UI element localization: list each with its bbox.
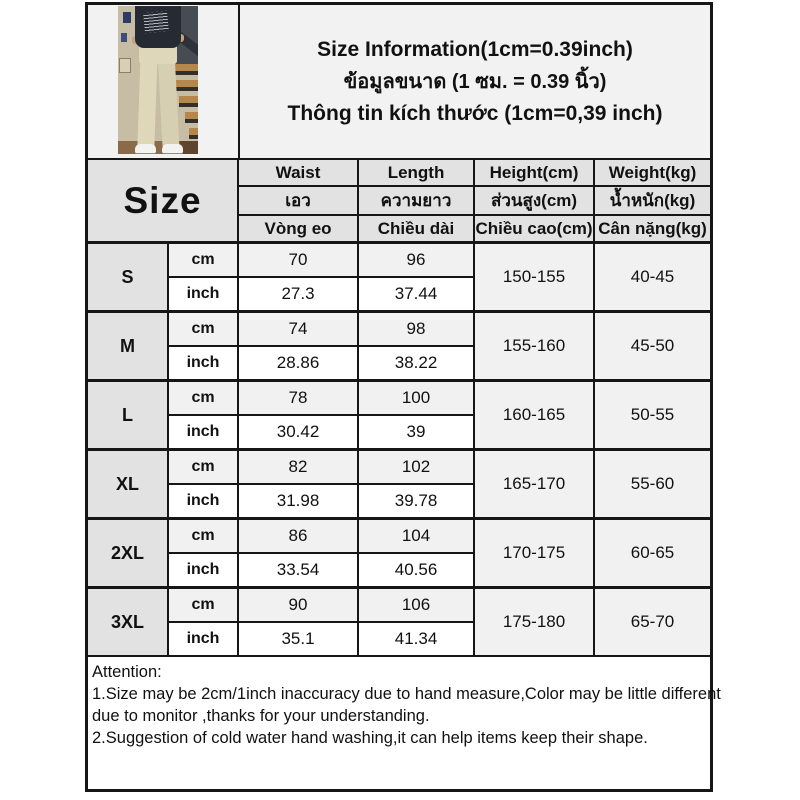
table-row [88,450,710,485]
unit-cm-label: cm [168,381,238,416]
unit-inch-label: inch [168,484,238,519]
m-height-range: 155-160 [474,312,594,381]
col-header-length: Length [358,160,474,186]
unit-cm-label: cm [168,243,238,278]
m-length-inch: 38.22 [358,346,474,381]
2xl-length-cm: 104 [358,519,474,554]
2xl-weight-range: 60-65 [594,519,710,588]
xl-waist-cm: 82 [238,450,358,485]
unit-inch-label: inch [168,553,238,588]
col-header-height: Height(cm) [474,160,594,186]
size-label-2xl: 2XL [88,519,168,588]
table-row [88,519,710,554]
title-english: Size Information(1cm=0.39inch) [317,38,633,62]
product-photo-cell [88,5,240,158]
2xl-length-inch: 40.56 [358,553,474,588]
m-waist-cm: 74 [238,312,358,347]
photo-pants-left-leg [137,50,157,151]
l-weight-range: 50-55 [594,381,710,450]
title-thai: ข้อมูลขนาด (1 ซม. = 0.39 นิ้ว) [343,70,607,93]
unit-inch-label: inch [168,622,238,655]
size-column-header: Size [88,160,238,243]
photo-stair-step [185,112,198,123]
size-chart-sheet [85,2,721,792]
m-waist-inch: 28.86 [238,346,358,381]
photo-wall-poster [121,33,127,42]
col-header-waist-vi: Vòng eo [238,215,358,243]
l-height-range: 160-165 [474,381,594,450]
s-length-cm: 96 [358,243,474,278]
size-label-3xl: 3XL [88,588,168,656]
l-length-cm: 100 [358,381,474,416]
attention-note-1-cont: due to monitor ,thanks for your understanding. [92,707,430,725]
xl-height-range: 165-170 [474,450,594,519]
title-vietnamese: Thông tin kích thước (1cm=0,39 inch) [287,101,663,125]
m-weight-range: 45-50 [594,312,710,381]
table-row [88,312,710,347]
size-label-xl: XL [88,450,168,519]
product-photo [118,6,198,154]
attention-heading: Attention: [92,663,162,681]
photo-sneaker [162,144,183,154]
table-row [88,243,710,278]
l-waist-cm: 78 [238,381,358,416]
s-waist-inch: 27.3 [238,277,358,312]
col-header-length-th: ความยาว [358,186,474,215]
unit-cm-label: cm [168,588,238,623]
unit-inch-label: inch [168,346,238,381]
photo-tshirt [135,6,181,48]
2xl-height-range: 170-175 [474,519,594,588]
s-waist-cm: 70 [238,243,358,278]
photo-wall-poster [123,12,131,23]
col-header-waist-th: เอว [238,186,358,215]
size-label-m: M [88,312,168,381]
3xl-length-cm: 106 [358,588,474,623]
title-section [88,5,710,160]
col-header-waist: Waist [238,160,358,186]
attention-note-1: 1.Size may be 2cm/1inch inaccuracy due to hand measure,Color may be little different [92,685,721,703]
xl-length-cm: 102 [358,450,474,485]
3xl-waist-cm: 90 [238,588,358,623]
header-row-en [88,160,710,186]
l-length-inch: 39 [358,415,474,450]
xl-length-inch: 39.78 [358,484,474,519]
s-height-range: 150-155 [474,243,594,312]
3xl-weight-range: 65-70 [594,588,710,656]
attention-section [88,655,721,789]
size-label-l: L [88,381,168,450]
photo-floor [118,141,198,154]
title-block [240,5,710,158]
photo-stair-step [189,128,198,139]
size-table [88,160,710,655]
col-header-weight-vi: Cân nặng(kg) [594,215,710,243]
unit-inch-label: inch [168,415,238,450]
3xl-waist-inch: 35.1 [238,622,358,655]
col-header-weight: Weight(kg) [594,160,710,186]
photo-tshirt-print [143,11,169,33]
m-length-cm: 98 [358,312,474,347]
col-header-height-vi: Chiều cao(cm) [474,215,594,243]
unit-cm-label: cm [168,519,238,554]
xl-weight-range: 55-60 [594,450,710,519]
photo-sneaker [135,144,156,154]
2xl-waist-cm: 86 [238,519,358,554]
s-length-inch: 37.44 [358,277,474,312]
table-row [88,381,710,416]
photo-stair-step [179,96,198,107]
3xl-height-range: 175-180 [474,588,594,656]
photo-wall-poster [119,58,131,73]
2xl-waist-inch: 33.54 [238,553,358,588]
photo-stair-step [174,80,198,91]
unit-cm-label: cm [168,312,238,347]
col-header-weight-th: น้ำหนัก(kg) [594,186,710,215]
table-row [88,588,710,623]
xl-waist-inch: 31.98 [238,484,358,519]
s-weight-range: 40-45 [594,243,710,312]
unit-cm-label: cm [168,450,238,485]
attention-note-2: 2.Suggestion of cold water hand washing,it can help items keep their shape. [92,729,648,747]
col-header-length-vi: Chiều dài [358,215,474,243]
unit-inch-label: inch [168,277,238,312]
3xl-length-inch: 41.34 [358,622,474,655]
size-label-s: S [88,243,168,312]
col-header-height-th: ส่วนสูง(cm) [474,186,594,215]
l-waist-inch: 30.42 [238,415,358,450]
